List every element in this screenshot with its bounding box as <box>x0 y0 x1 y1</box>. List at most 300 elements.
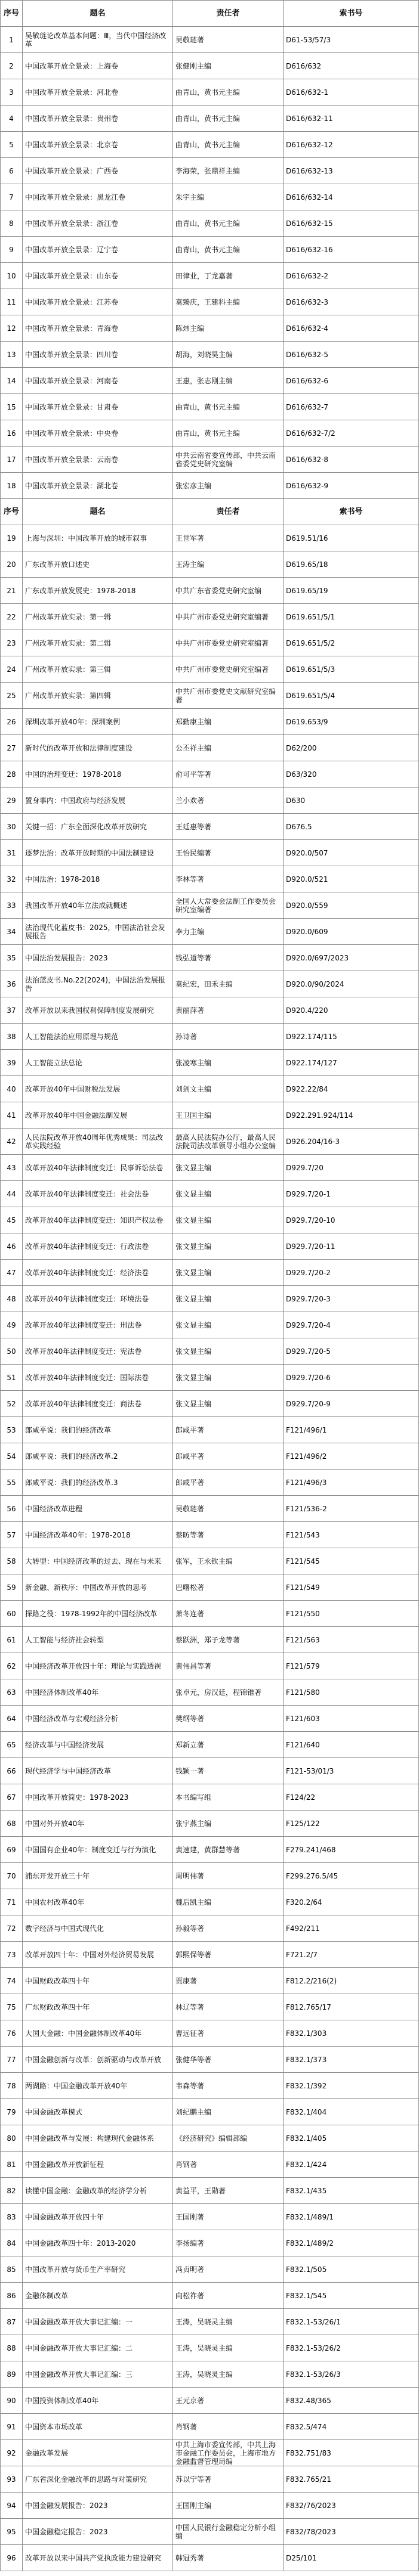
table-row <box>1 473 419 499</box>
responsible-party: 吴敬琏著 <box>173 27 284 53</box>
row-number: 34 <box>1 919 23 945</box>
book-title: 中国财政改革四十年 <box>23 1968 173 1994</box>
book-title: 大转型：中国经济改革的过去、现在与未来 <box>23 1548 173 1574</box>
table-row <box>1 1784 419 1811</box>
table-row <box>1 1837 419 1863</box>
table-row <box>1 368 419 394</box>
row-number: 40 <box>1 1076 23 1102</box>
responsible-party: 吴敬琏著 <box>173 1496 284 1522</box>
row-number: 67 <box>1 1784 23 1811</box>
responsible-party: 钱颖一著 <box>173 1758 284 1784</box>
call-number: F832.1/373 <box>284 2047 419 2073</box>
book-title: 改革开放40年法律制度变迁：环境法卷 <box>23 1286 173 1312</box>
row-number: 92 <box>1 2440 23 2466</box>
book-title: 中国金融改革与发展：构建现代金融体系 <box>23 2125 173 2152</box>
row-number: 60 <box>1 1601 23 1627</box>
call-number: D616/632-6 <box>284 368 419 394</box>
book-title: 改革开放40年法律制度变迁：知识产权法卷 <box>23 1207 173 1233</box>
call-number: F832/78/2023 <box>284 2519 419 2545</box>
call-number: F832.1/545 <box>284 2283 419 2309</box>
responsible-party: 王惠，张志刚主编 <box>173 368 284 394</box>
responsible-party: 郎咸平著 <box>173 1417 284 1443</box>
responsible-party: 张卓元，房汉廷，程锦锥著 <box>173 1679 284 1706</box>
table-row <box>1 1338 419 1365</box>
table-row <box>1 106 419 132</box>
row-number: 26 <box>1 709 23 735</box>
book-title: 中国金融改革开放大事记汇编：三 <box>23 2361 173 2388</box>
call-number: D619.651/5/1 <box>284 604 419 630</box>
book-title: 广东财政改革四十年 <box>23 1994 173 2020</box>
row-number: 91 <box>1 2414 23 2440</box>
call-number: F832.1/489/1 <box>284 2204 419 2230</box>
responsible-party: 张军，王永钦主编 <box>173 1548 284 1574</box>
book-title: 中国改革开放全景录：云南卷 <box>23 447 173 473</box>
responsible-party: 王涛，吴晓灵主编 <box>173 2361 284 2388</box>
responsible-party: 林辽等著 <box>173 1994 284 2020</box>
book-title: 改革开放40年法律制度变迁：国际法卷 <box>23 1365 173 1391</box>
row-number: 81 <box>1 2152 23 2178</box>
row-number: 41 <box>1 1102 23 1129</box>
table-row <box>1 1811 419 1837</box>
call-number: F832.1/505 <box>284 2256 419 2283</box>
book-title: 中国改革开放全景录：黑龙江卷 <box>23 184 173 210</box>
book-title: 中国法治：1978-2018 <box>23 866 173 892</box>
book-title: 金融体制改革 <box>23 2283 173 2309</box>
table-row <box>1 788 419 814</box>
row-number: 77 <box>1 2047 23 2073</box>
row-number: 46 <box>1 1233 23 1260</box>
row-number: 94 <box>1 2493 23 2519</box>
responsible-party: 曹远征著 <box>173 2020 284 2047</box>
book-title: 关键一招：广东全面深化改革开放研究 <box>23 814 173 840</box>
book-title: 金融改革发展 <box>23 2440 173 2466</box>
responsible-party: 王涛主编 <box>173 551 284 578</box>
table-row <box>1 2493 419 2519</box>
call-number: F492/211 <box>284 1915 419 1942</box>
book-title: 新时代的改革开放和法律制度建设 <box>23 735 173 761</box>
responsible-party: 中共上海市委宣传部，中共上海市金融工作委员会，上海市地方金融监督管理局编 <box>173 2440 284 2466</box>
table-row <box>1 2152 419 2178</box>
call-number: D616/632-4 <box>284 315 419 342</box>
header-row <box>1 1 419 27</box>
table-row <box>1 1679 419 1706</box>
table-row <box>1 79 419 106</box>
call-number: D929.7/20-11 <box>284 1233 419 1260</box>
book-title: 广州改革开放实录：第三辑 <box>23 656 173 683</box>
call-number: D62/200 <box>284 735 419 761</box>
call-number: D929.7/20-2 <box>284 1260 419 1286</box>
row-number: 10 <box>1 263 23 289</box>
book-title: 数字经济与中国式现代化 <box>23 1915 173 1942</box>
responsible-party: 中国人民银行金融稳定分析小组编 <box>173 2519 284 2545</box>
book-title: 中国经济改革开放四十年：理论与实践透视 <box>23 1653 173 1679</box>
table-row <box>1 578 419 604</box>
responsible-party: 张文显主编 <box>173 1155 284 1181</box>
call-number: D616/632-5 <box>284 342 419 368</box>
book-title: 人民法院改革开放40周年优秀成果：司法改革实践经验 <box>23 1129 173 1155</box>
table-row <box>1 2466 419 2493</box>
book-title: 改革开放以来我国权利保障制度发展研究 <box>23 997 173 1024</box>
book-title: 中国改革开放全景录：辽宁卷 <box>23 237 173 263</box>
responsible-party: 黄伟昌等著 <box>173 1653 284 1679</box>
responsible-party: 巴曙松著 <box>173 1574 284 1601</box>
responsible-party: 王廷惠等著 <box>173 814 284 840</box>
responsible-party: 萧冬连著 <box>173 1601 284 1627</box>
row-number: 89 <box>1 2361 23 2388</box>
table-row <box>1 656 419 683</box>
call-number: D929.7/20-3 <box>284 1286 419 1312</box>
row-number: 95 <box>1 2519 23 2545</box>
book-title: 郎咸平说：我们的经济改革.3 <box>23 1470 173 1496</box>
column-header-author: 责任者 <box>173 499 284 525</box>
book-title: 中国改革开放全景录：青海卷 <box>23 315 173 342</box>
row-number: 6 <box>1 158 23 184</box>
responsible-party: 肖钢著 <box>173 2414 284 2440</box>
row-number: 39 <box>1 1050 23 1076</box>
table-row <box>1 2309 419 2335</box>
book-title: 中国金融发展报告：2023 <box>23 2493 173 2519</box>
table-row <box>1 683 419 709</box>
call-number: F125/122 <box>284 1811 419 1837</box>
table-row <box>1 525 419 551</box>
responsible-party: 朱宇主编 <box>173 184 284 210</box>
responsible-party: 张文显主编 <box>173 1181 284 1207</box>
row-number: 84 <box>1 2230 23 2256</box>
table-row <box>1 2256 419 2283</box>
table-row <box>1 2361 419 2388</box>
row-number: 51 <box>1 1365 23 1391</box>
table-row <box>1 1627 419 1653</box>
book-title: 中国对外开放40年 <box>23 1811 173 1837</box>
call-number: F832.751/83 <box>284 2440 419 2466</box>
responsible-party: 曲青山，黄书元主编 <box>173 237 284 263</box>
call-number: F832.1-53/26/3 <box>284 2361 419 2388</box>
row-number: 7 <box>1 184 23 210</box>
call-number: D25/101 <box>284 2545 419 2571</box>
book-title: 中国改革开放全景录：中央卷 <box>23 420 173 447</box>
responsible-party: 李海荣，张鼎祥主编 <box>173 158 284 184</box>
row-number: 57 <box>1 1522 23 1548</box>
table-row <box>1 394 419 420</box>
row-number: 32 <box>1 866 23 892</box>
table-row <box>1 2099 419 2125</box>
book-title: 现代经济学与中国经济改革 <box>23 1758 173 1784</box>
row-number: 36 <box>1 971 23 997</box>
row-number: 16 <box>1 420 23 447</box>
responsible-party: 郭熙保等著 <box>173 1942 284 1968</box>
book-title: 浦东开发开放三十年 <box>23 1863 173 1889</box>
book-title: 吴敬琏论改革基本问题：Ⅲ，当代中国经济改革 <box>23 27 173 53</box>
responsible-party: 张文显主编 <box>173 1338 284 1365</box>
book-title: 中国改革开放全景录：山东卷 <box>23 263 173 289</box>
table-row <box>1 2204 419 2230</box>
row-number: 45 <box>1 1207 23 1233</box>
row-number: 75 <box>1 1994 23 2020</box>
row-number: 62 <box>1 1653 23 1679</box>
call-number: D63/320 <box>284 761 419 788</box>
table-row <box>1 1102 419 1129</box>
row-number: 63 <box>1 1679 23 1706</box>
responsible-party: 张文显主编 <box>173 1207 284 1233</box>
row-number: 12 <box>1 315 23 342</box>
book-title: 郎咸平说：我们的经济改革.2 <box>23 1443 173 1470</box>
book-title: 上海与深圳：中国改革开放的城市叙事 <box>23 525 173 551</box>
call-number: D619.651/5/2 <box>284 630 419 656</box>
table-row <box>1 1732 419 1758</box>
responsible-party: 蔡跃洲，郑子龙等著 <box>173 1627 284 1653</box>
call-number: D616/632-1 <box>284 79 419 106</box>
responsible-party: 曲青山，黄书元主编 <box>173 394 284 420</box>
book-title: 中国经济改革进程 <box>23 1496 173 1522</box>
book-title: 中国投资体制改革40年 <box>23 2388 173 2414</box>
call-number: F721.2/7 <box>284 1942 419 1968</box>
call-number: F832.5/474 <box>284 2414 419 2440</box>
responsible-party: 黄益平，王勋著 <box>173 2178 284 2204</box>
row-number: 66 <box>1 1758 23 1784</box>
table-row <box>1 289 419 315</box>
responsible-party: 肖钢著 <box>173 2152 284 2178</box>
call-number: F121/579 <box>284 1653 419 1679</box>
book-title: 我国改革开放40年立法成就概述 <box>23 892 173 919</box>
call-number: F832.1/404 <box>284 2099 419 2125</box>
call-number: D676.5 <box>284 814 419 840</box>
responsible-party: 中共广州市委党史研究室编著 <box>173 630 284 656</box>
book-title: 中国改革开放全景录：浙江卷 <box>23 210 173 237</box>
book-title: 改革开放40年法律制度变迁：民事诉讼法卷 <box>23 1155 173 1181</box>
call-number: F832.1/392 <box>284 2073 419 2099</box>
responsible-party: 曲青山，黄书元主编 <box>173 132 284 158</box>
responsible-party: 中共广州市委党史研究室编著 <box>173 604 284 630</box>
row-number: 58 <box>1 1548 23 1574</box>
call-number: D619.653/9 <box>284 709 419 735</box>
responsible-party: 黄丽萍著 <box>173 997 284 1024</box>
book-title: 广州改革开放实录：第二辑 <box>23 630 173 656</box>
table-row <box>1 709 419 735</box>
row-number: 25 <box>1 683 23 709</box>
call-number: F121/496/3 <box>284 1470 419 1496</box>
table-row <box>1 1653 419 1679</box>
book-title: 中国改革开放与货币生产率研究 <box>23 2256 173 2283</box>
book-title: 广东改革开放发展史：1978-2018 <box>23 578 173 604</box>
responsible-party: 魏后凯主编 <box>173 1889 284 1915</box>
responsible-party: 中共云南省委宣传部，中共云南省委党史研究室编 <box>173 447 284 473</box>
book-title: 广州改革开放实录：第一辑 <box>23 604 173 630</box>
responsible-party: 曲青山，黄书元主编 <box>173 106 284 132</box>
call-number: D922.174/127 <box>284 1050 419 1076</box>
book-title: 中国改革开放全景录：北京卷 <box>23 132 173 158</box>
responsible-party: 韩冠秀著 <box>173 2545 284 2571</box>
row-number: 53 <box>1 1417 23 1443</box>
call-number: D616/632-11 <box>284 106 419 132</box>
table-row <box>1 1758 419 1784</box>
table-row <box>1 2047 419 2073</box>
call-number: D616/632 <box>284 53 419 79</box>
row-number: 31 <box>1 840 23 866</box>
table-row <box>1 27 419 53</box>
table-row <box>1 761 419 788</box>
table-row <box>1 1522 419 1548</box>
responsible-party: 张文显主编 <box>173 1391 284 1417</box>
responsible-party: 苏以宁等著 <box>173 2466 284 2493</box>
call-number: F832.48/365 <box>284 2388 419 2414</box>
responsible-party: 曲青山，黄书元主编 <box>173 79 284 106</box>
row-number: 44 <box>1 1181 23 1207</box>
book-title: 中国金融创新与改革：创新驱动与改革开放 <box>23 2047 173 2073</box>
call-number: F124/22 <box>284 1784 419 1811</box>
table-row <box>1 971 419 997</box>
column-header-call-number: 索书号 <box>284 499 419 525</box>
table-row <box>1 997 419 1024</box>
responsible-party: 韦森等著 <box>173 2073 284 2099</box>
row-number: 5 <box>1 132 23 158</box>
book-title: 中国改革开放全景录：河北卷 <box>23 79 173 106</box>
call-number: D630 <box>284 788 419 814</box>
table-row <box>1 1994 419 2020</box>
row-number: 29 <box>1 788 23 814</box>
row-number: 23 <box>1 630 23 656</box>
responsible-party: 莫臻庆，王建科主编 <box>173 289 284 315</box>
row-number: 19 <box>1 525 23 551</box>
table-row <box>1 814 419 840</box>
responsible-party: 王怡民编著 <box>173 840 284 866</box>
responsible-party: 张宏彦主编 <box>173 473 284 499</box>
call-number: F812.2/216(2) <box>284 1968 419 1994</box>
table-row <box>1 1050 419 1076</box>
row-number: 86 <box>1 2283 23 2309</box>
book-title: 中国经济改革40年：1978-2018 <box>23 1522 173 1548</box>
responsible-party: 向松祚著 <box>173 2283 284 2309</box>
call-number: D619.51/16 <box>284 525 419 551</box>
table-row <box>1 315 419 342</box>
table-row <box>1 1574 419 1601</box>
table-row <box>1 1863 419 1889</box>
responsible-party: 张文显主编 <box>173 1286 284 1312</box>
call-number: D922.22/84 <box>284 1076 419 1102</box>
responsible-party: 王世军著 <box>173 525 284 551</box>
row-number: 9 <box>1 237 23 263</box>
book-title: 新金融、新秩序：中国改革开放的思考 <box>23 1574 173 1601</box>
responsible-party: 李扬编著 <box>173 2230 284 2256</box>
responsible-party: 张文显主编 <box>173 1260 284 1286</box>
row-number: 11 <box>1 289 23 315</box>
table-row <box>1 1365 419 1391</box>
row-number: 90 <box>1 2388 23 2414</box>
table-row <box>1 2545 419 2571</box>
book-title: 中国改革开放全景录：上海卷 <box>23 53 173 79</box>
book-title: 中国资本市场改革 <box>23 2414 173 2440</box>
responsible-party: 蔡昉等著 <box>173 1522 284 1548</box>
table-row <box>1 840 419 866</box>
responsible-party: 张文显主编 <box>173 1312 284 1338</box>
responsible-party: 《经济研究》编辑部编 <box>173 2125 284 2152</box>
table-row <box>1 447 419 473</box>
responsible-party: 王涛，吴晓灵主编 <box>173 2309 284 2335</box>
table-row <box>1 1915 419 1942</box>
responsible-party: 刘剑文主编 <box>173 1076 284 1102</box>
book-title: 改革开放40年法律制度变迁：行政法卷 <box>23 1233 173 1260</box>
book-title: 中国金融改革开放四十年 <box>23 2204 173 2230</box>
row-number: 2 <box>1 53 23 79</box>
call-number: F121/496/1 <box>284 1417 419 1443</box>
table-row <box>1 1443 419 1470</box>
call-number: F832.1/405 <box>284 2125 419 2152</box>
call-number: F121/549 <box>284 1574 419 1601</box>
row-number: 82 <box>1 2178 23 2204</box>
book-title: 改革开放四十年：中国对外经济贸易发展 <box>23 1942 173 1968</box>
book-title: 广东改革开放口述史 <box>23 551 173 578</box>
table-row <box>1 551 419 578</box>
book-title: 改革开放40年法律制度变迁：刑法卷 <box>23 1312 173 1338</box>
call-number: D920.4/220 <box>284 997 419 1024</box>
book-title: 改革开放40年中国金融法制发展 <box>23 1102 173 1129</box>
book-title: 法治现代化蓝皮书：2025，中国法治社会发展报告 <box>23 919 173 945</box>
call-number: D922.174/115 <box>284 1024 419 1050</box>
table-row <box>1 1286 419 1312</box>
row-number: 64 <box>1 1706 23 1732</box>
call-number: F121/496/2 <box>284 1443 419 1470</box>
book-title: 探路之役：1978-1992年的中国经济改革 <box>23 1601 173 1627</box>
table-row <box>1 2335 419 2361</box>
row-number: 78 <box>1 2073 23 2099</box>
responsible-party: 张凌寒主编 <box>173 1050 284 1076</box>
call-number: D619.651/5/4 <box>284 683 419 709</box>
table-row <box>1 1548 419 1574</box>
table-row <box>1 1233 419 1260</box>
call-number: D616/632-3 <box>284 289 419 315</box>
row-number: 85 <box>1 2256 23 2283</box>
row-number: 8 <box>1 210 23 237</box>
book-title: 中国法治发展报告：2023 <box>23 945 173 971</box>
call-number: D920.0/559 <box>284 892 419 919</box>
book-title: 中国改革开放全景录：江苏卷 <box>23 289 173 315</box>
table-row <box>1 2519 419 2545</box>
table-row <box>1 2283 419 2309</box>
book-title: 中国改革开放全景录：河南卷 <box>23 368 173 394</box>
table-row <box>1 237 419 263</box>
table-row <box>1 1260 419 1286</box>
call-number: D616/632-9 <box>284 473 419 499</box>
table-row <box>1 1496 419 1522</box>
row-number: 24 <box>1 656 23 683</box>
call-number: D929.7/20-9 <box>284 1391 419 1417</box>
call-number: F832/76/2023 <box>284 2493 419 2519</box>
book-title: 中国改革开放简史：1978-2023 <box>23 1784 173 1811</box>
responsible-party: 中共广州市委党史文献研究室编著 <box>173 683 284 709</box>
call-number: D616/632-14 <box>284 184 419 210</box>
table-row <box>1 2178 419 2204</box>
table-row <box>1 2125 419 2152</box>
call-number: F832.1/435 <box>284 2178 419 2204</box>
table-row <box>1 2440 419 2466</box>
row-number: 3 <box>1 79 23 106</box>
table-row <box>1 1024 419 1050</box>
call-number: D929.7/20 <box>284 1155 419 1181</box>
book-title: 改革开放40年法律制度变迁：社会法卷 <box>23 1181 173 1207</box>
call-number: D619.65/18 <box>284 551 419 578</box>
table-row <box>1 1942 419 1968</box>
call-number: F121/563 <box>284 1627 419 1653</box>
table-row <box>1 1181 419 1207</box>
responsible-party: 王国刚著 <box>173 2204 284 2230</box>
row-number: 33 <box>1 892 23 919</box>
row-number: 52 <box>1 1391 23 1417</box>
book-title: 法治蓝皮书.No.22(2024)，中国法治发展报告 <box>23 971 173 997</box>
responsible-party: 曲青山，黄书元主编 <box>173 210 284 237</box>
call-number: D920.0/697/2023 <box>284 945 419 971</box>
call-number: F121/545 <box>284 1548 419 1574</box>
table-row <box>1 342 419 368</box>
book-title: 中国国有企业40年：制度变迁与行为演化 <box>23 1837 173 1863</box>
